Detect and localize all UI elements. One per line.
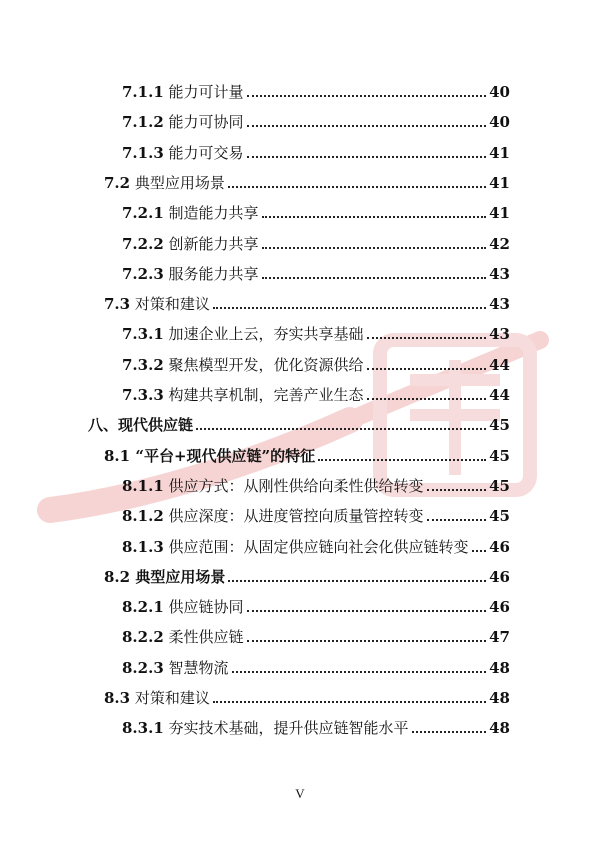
dot-leader: [472, 550, 487, 552]
toc-entry[interactable]: [0, 557, 600, 587]
toc-entry-title: 创新能力共享: [168, 234, 259, 253]
toc-entry-page: 46: [489, 537, 510, 556]
toc-entry[interactable]: [0, 496, 600, 526]
dot-leader: [318, 459, 486, 461]
toc-entry-title: 对策和建议: [134, 689, 210, 707]
toc-entry-page: 48: [489, 719, 510, 738]
dot-leader: [213, 307, 486, 309]
toc-entry-page: 43: [489, 325, 510, 344]
dot-leader: [367, 398, 487, 400]
dot-leader: [367, 337, 487, 339]
toc-entry-page: 45: [489, 416, 510, 435]
toc-entry[interactable]: [0, 345, 600, 375]
dot-leader: [412, 731, 487, 733]
toc-entry-title: 八、现代供应链: [88, 416, 194, 435]
dot-leader: [247, 125, 487, 127]
toc-entry-page: 41: [489, 204, 510, 223]
toc-entry-page: 44: [489, 386, 510, 404]
toc-entry[interactable]: [0, 224, 600, 254]
page-number-footer: V: [295, 786, 305, 801]
dot-leader: [228, 186, 486, 188]
toc-entry[interactable]: [0, 617, 600, 647]
dot-leader: [427, 489, 487, 491]
toc-entry-page: 40: [489, 83, 510, 101]
toc-entry[interactable]: [0, 254, 600, 284]
toc-entry[interactable]: [0, 72, 600, 102]
toc-entry-label: [122, 537, 469, 557]
toc-entry-page: 45: [489, 507, 510, 526]
toc-entry-title: 供应链协同: [168, 598, 244, 617]
toc-entry-label: [104, 446, 315, 466]
toc-entry-number: 8.2.2: [122, 628, 164, 647]
toc-entry[interactable]: [0, 284, 600, 314]
toc-entry[interactable]: [0, 193, 600, 223]
toc-entry-title: 能力可交易: [168, 143, 244, 162]
toc-entry-label: [122, 234, 259, 254]
toc-entry-title: 供应方式：从刚性供给向柔性供给转变: [168, 476, 424, 495]
toc-entry[interactable]: [0, 587, 600, 617]
toc-entry-number: 7.1.1: [122, 83, 164, 101]
toc-entry[interactable]: [0, 466, 600, 496]
toc-entry-title: 供应深度：从进度管控向质量管控转变: [168, 507, 424, 526]
toc-entry-title: 能力可计量: [168, 83, 244, 101]
toc-entry[interactable]: [0, 102, 600, 132]
toc-entry-number: 7.3.2: [122, 355, 164, 374]
toc-entry-number: 8.1.1: [122, 476, 164, 495]
toc-entry-page: 41: [489, 143, 510, 162]
toc-entry-page: 45: [489, 476, 510, 495]
toc-entry-number: 8.1.2: [122, 507, 164, 526]
toc-entry-title: 加速企业上云，夯实共享基础: [168, 325, 364, 344]
toc-entry-page: 47: [489, 628, 510, 647]
toc-entry[interactable]: [0, 314, 600, 344]
dot-leader: [367, 368, 487, 370]
toc-entry-label: [122, 506, 424, 526]
toc-entry-number: 7.2.3: [122, 264, 164, 283]
toc-entry-label: [104, 294, 210, 314]
toc-entry-label: [122, 264, 259, 284]
dot-leader: [247, 156, 487, 158]
toc-entry-label: [122, 324, 364, 344]
toc-entry-title: 能力可协同: [168, 113, 244, 132]
dot-leader: [247, 610, 487, 612]
toc-entry-number: 8.2: [104, 567, 131, 586]
toc-entry-label: [122, 658, 229, 678]
toc-entry-number: 7.3: [104, 295, 131, 314]
toc-entry-number: 7.1.3: [122, 143, 164, 162]
toc-entry-number: 8.1: [104, 446, 131, 465]
toc-entry-title: 服务能力共享: [168, 264, 259, 283]
toc-entry-title: 供应范围：从固定供应链向社会化供应链转变: [168, 537, 469, 556]
toc-entry-page: 43: [489, 264, 510, 283]
dot-leader: [262, 247, 487, 249]
toc-entry-number: 7.3.1: [122, 325, 164, 344]
dot-leader: [247, 95, 487, 97]
toc-entry-page: 48: [489, 689, 510, 707]
toc-entry[interactable]: [0, 375, 600, 405]
toc-entry-page: 46: [489, 567, 510, 586]
toc-entry-title: 典型应用场景: [135, 567, 226, 586]
toc-entry-number: 7.3.3: [122, 386, 164, 404]
toc-entry[interactable]: [0, 527, 600, 557]
toc-entry-title: 柔性供应链: [168, 628, 244, 647]
toc-entry-label: [104, 173, 225, 193]
toc-entry-title: “平台+现代供应链”的特征: [135, 446, 316, 465]
dot-leader: [213, 701, 486, 703]
dot-leader: [262, 277, 487, 279]
toc-entry-title: 夯实技术基础，提升供应链智能水平: [168, 719, 409, 738]
toc-entry-title: 智慧物流: [168, 658, 229, 677]
toc-entry-page: 43: [489, 295, 510, 314]
toc-entry-title: 构建共享机制，完善产业生态: [168, 386, 364, 404]
toc-entry-title: 制造能力共享: [168, 204, 259, 223]
toc-entry-label: [122, 476, 424, 496]
toc-entry-label: [88, 415, 193, 435]
toc-entry-number: 8.1.3: [122, 537, 164, 556]
dot-leader: [262, 216, 487, 218]
toc-entry-page: 48: [489, 658, 510, 677]
toc-entry-title: 对策和建议: [134, 295, 210, 314]
dot-leader: [427, 519, 487, 521]
toc-entry-page: 44: [489, 355, 510, 374]
toc-entry-label: [122, 718, 409, 738]
toc-entry-page: 45: [489, 446, 510, 465]
toc-entry[interactable]: [0, 648, 600, 678]
toc-entry-label: [122, 112, 244, 132]
toc-entry-page: 41: [489, 173, 510, 192]
dot-leader: [228, 580, 486, 582]
toc-entry-title: 典型应用场景: [134, 173, 225, 192]
toc-entry-label: [122, 597, 244, 617]
toc-entry-label: [122, 355, 364, 375]
toc-entry-number: 7.1.2: [122, 113, 164, 132]
toc-entry-label: [122, 82, 244, 102]
toc-entry-number: 8.2.1: [122, 598, 164, 617]
dot-leader: [232, 671, 487, 673]
toc-entry-number: 7.2: [104, 173, 131, 192]
toc-entry-number: 7.2.2: [122, 234, 164, 253]
toc-entry[interactable]: [0, 436, 600, 466]
toc-entry-page: 40: [489, 113, 510, 132]
toc-entry[interactable]: [0, 405, 600, 435]
toc-entry-page: 42: [489, 234, 510, 253]
toc-entry-label: [122, 143, 244, 163]
toc-entry-label: [104, 567, 225, 587]
toc-entry-number: 8.2.3: [122, 658, 164, 677]
toc-entry-label: [122, 627, 244, 647]
toc-entry-number: 7.2.1: [122, 204, 164, 223]
toc-entry[interactable]: [0, 708, 600, 738]
toc-entry[interactable]: [0, 678, 600, 708]
toc-entry-page: 46: [489, 598, 510, 617]
toc-entry-number: 8.3.1: [122, 719, 164, 738]
toc-entry-number: 8.3: [104, 689, 131, 707]
toc-entry-label: [122, 385, 364, 405]
toc-entry[interactable]: [0, 163, 600, 193]
dot-leader: [196, 428, 486, 430]
toc-entry[interactable]: [0, 133, 600, 163]
dot-leader: [247, 640, 487, 642]
toc-entry-title: 聚焦模型开发，优化资源供给: [168, 355, 364, 374]
toc-entry-label: [122, 203, 259, 223]
toc-entry-label: [104, 688, 210, 708]
